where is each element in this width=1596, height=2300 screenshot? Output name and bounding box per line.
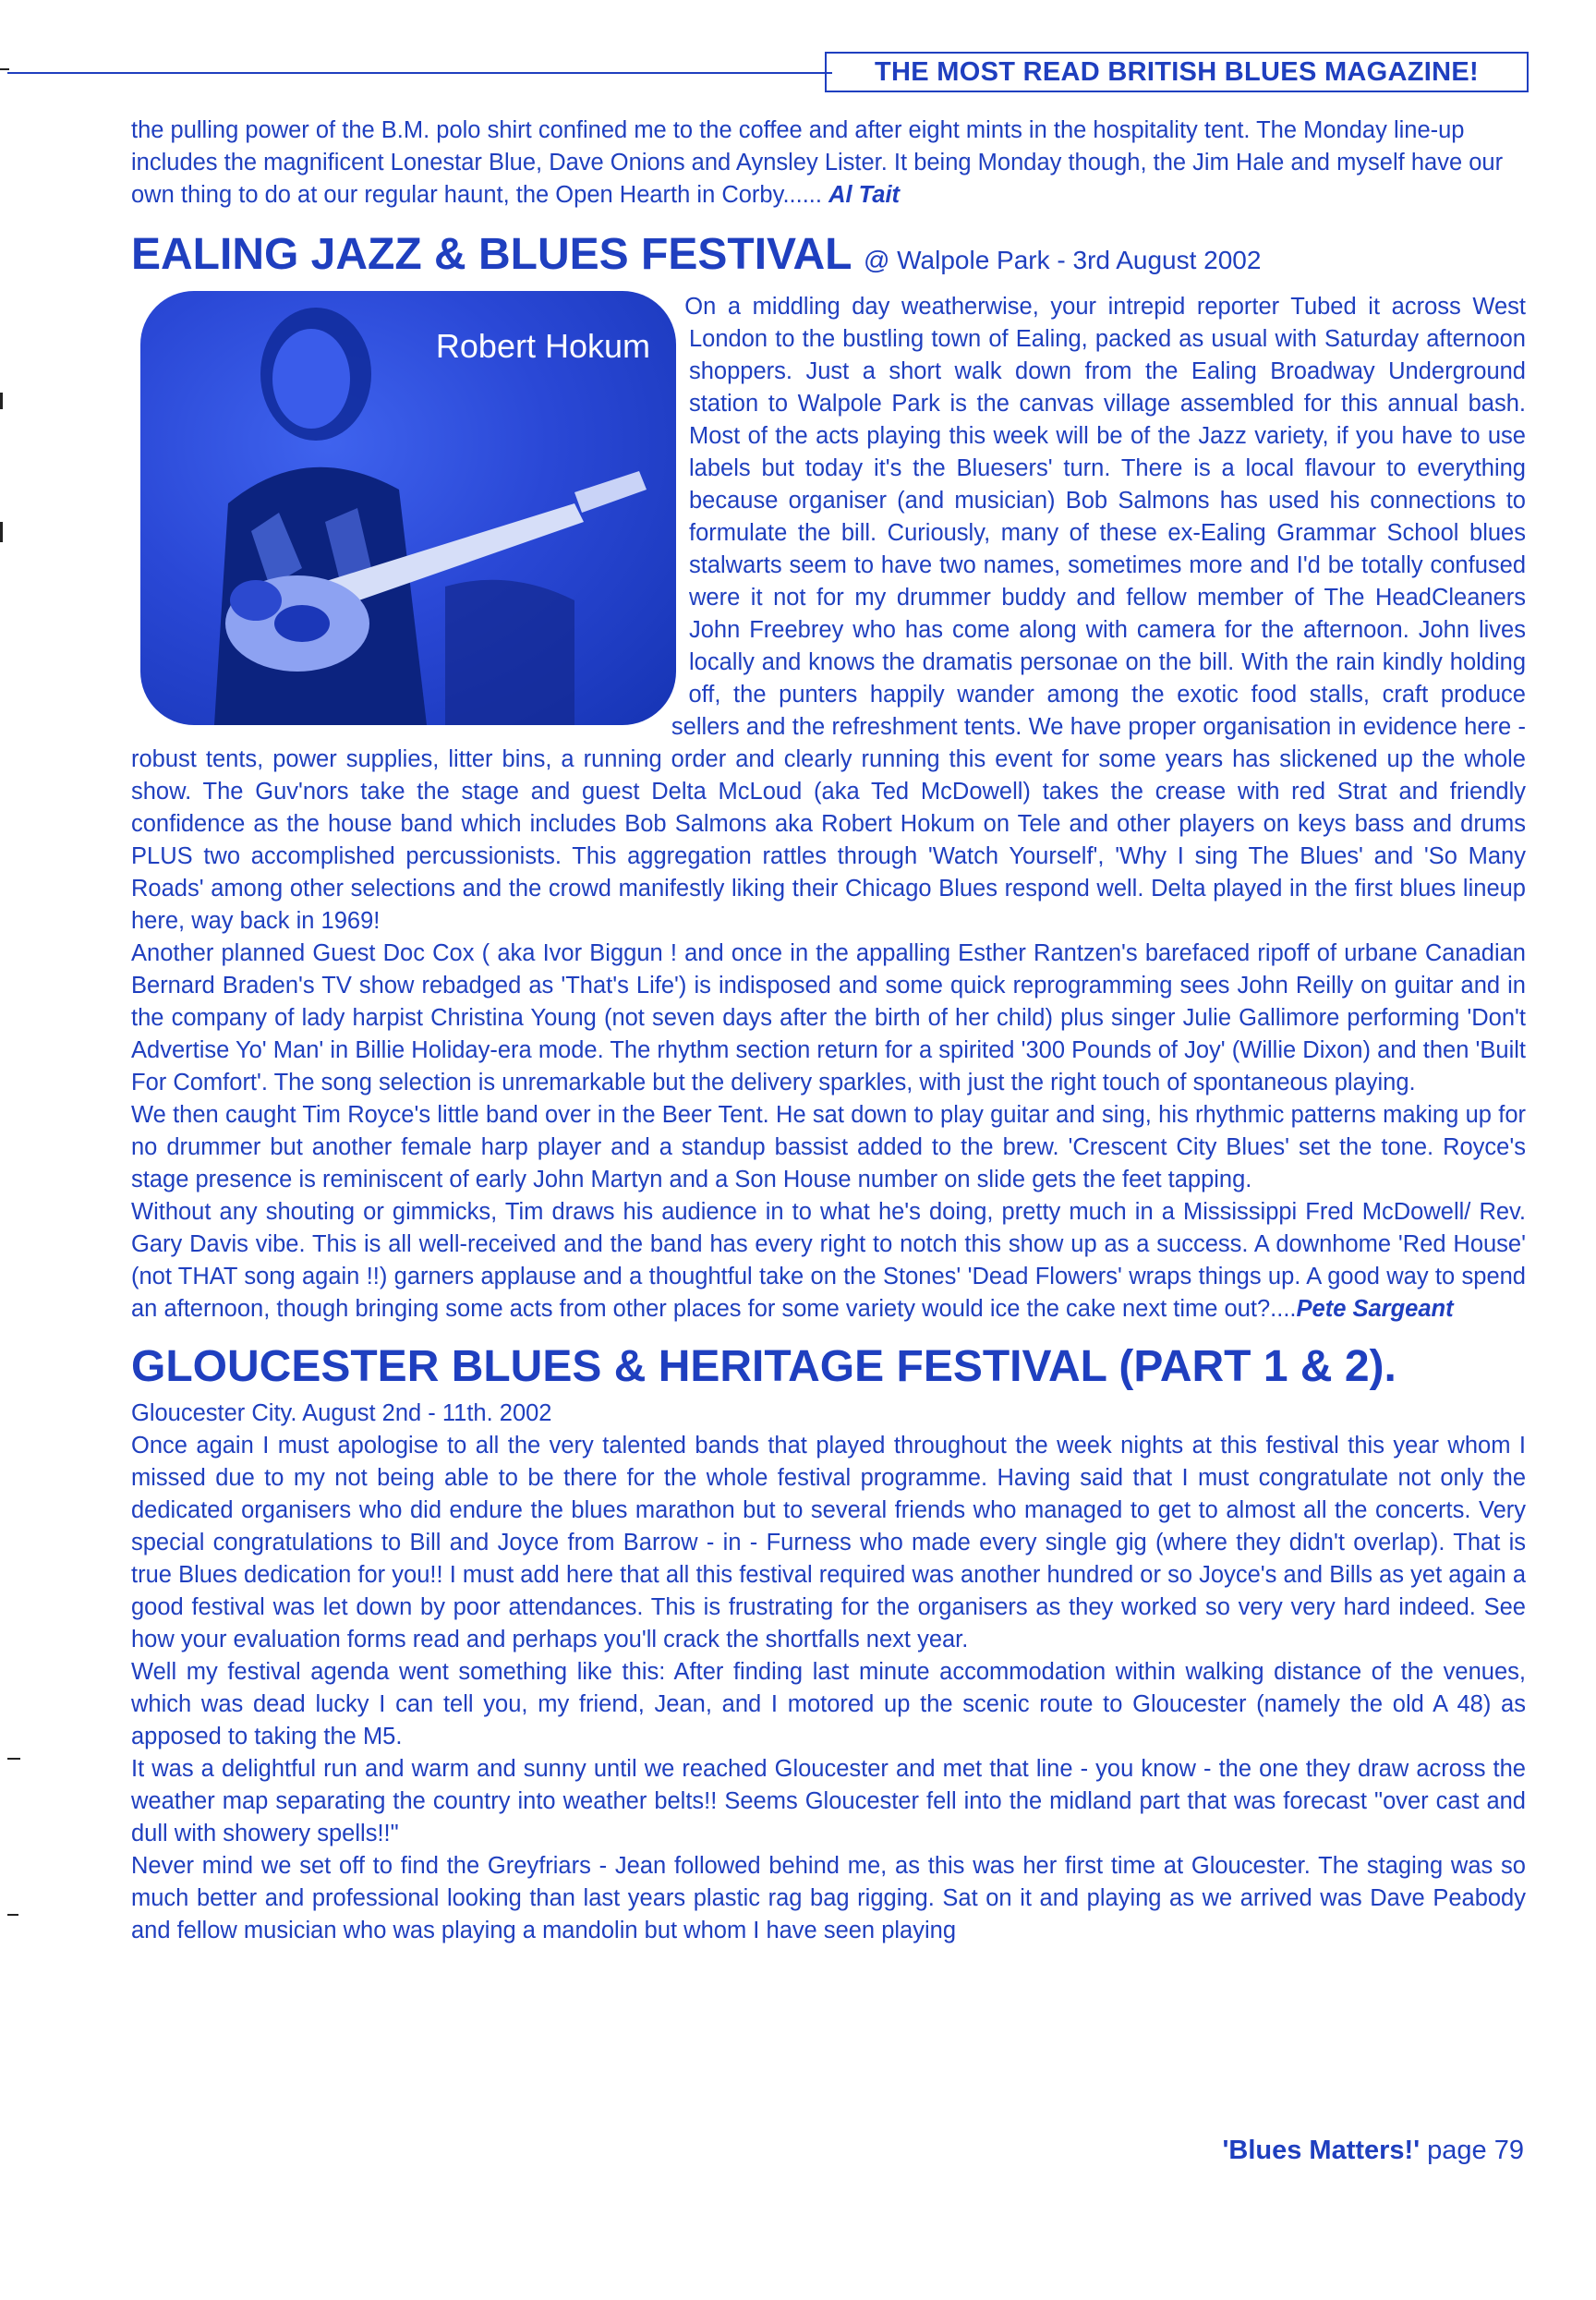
ealing-paragraph-2: Another planned Guest Doc Cox ( aka Ivor Biggun ! and once in the appalling Esther Rantzen's barefaced ripoff of urbane Canadian Bernard Braden's TV show rebadged as 'That's Life') is indisposed and some quick reprogramming sees John Reilly on guitar and in the company of lady harpist Christina Young (not seven days after the birth of her child) plus singer Julie Gallimore performing 'Don't Advertise Yo' Man' in Billie Holiday-era mode. The rhythm section return for a spirited '300 Pounds of Joy' (Willie Dixon) and then 'Built For Comfort'. The song selection is unremarkable but the delivery sparkles, with just the right touch of spontaneous playing. (131, 940, 1526, 1096)
scan-mark (7, 1758, 20, 1760)
ealing-heading (131, 230, 1526, 285)
scan-mark (0, 522, 3, 542)
magazine-name: 'Blues Matters!' (1222, 2136, 1421, 2165)
margin-rule-tick (0, 68, 9, 70)
ealing-title: EALING JAZZ & BLUES FESTIVAL (131, 230, 852, 279)
article-body (131, 115, 1526, 1947)
gloucester-paragraph-2: Well my festival agenda went something like this: After finding last minute accommodation within walking distance of the venues, which was dead lucky I can tell you, my friend, Jean, and I motored up the scenic route to Gloucester (namely the old A 48) as apposed to taking the M5. (131, 1659, 1526, 1749)
gloucester-paragraph-1: Once again I must apologise to all the very talented bands that played throughout the week nights at this festival this year whom I missed due to my not being able to be there for the whole festival programme. Having said that I must congratulate not only the dedicated organisers who did endure the blues marathon but to several friends who managed to get to almost all the concerts. Very special congratulations to Bill and Joyce from Barrow - in - Furness who made every single gig (where they didn't overlap). That is true Blues dedication for you!! I must add here that all this festival required was another hundred or so Joyce's and Bills as yet again a good festival was let down by poor attendances. This is frustrating for the organisers as they worked so very very hard indeed. See how your evaluation forms read and perhaps you'll crack the shortfalls next year. (131, 1433, 1526, 1652)
gloucester-dateline: Gloucester City. August 2nd - 11th. 2002 (131, 1400, 552, 1426)
masthead-rule (7, 72, 832, 74)
masthead-banner (825, 52, 1529, 92)
ealing-signature: Pete Sargeant (1296, 1296, 1454, 1322)
ealing-paragraph-4 (131, 1196, 1526, 1326)
photo-caption: Robert Hokum (435, 327, 650, 365)
ealing-closing-text: Without any shouting or gimmicks, Tim draws his audience in to what he's doing, pretty much in a Mississippi Fred McDowell/ Rev. Gary Davis vibe. This is all well-received and the band has every right to notch this show up as a success. A downhome 'Red House' (not THAT song again !!) garners applause and a thoughtful take on the Stones' 'Dead Flowers' wraps things up. A good way to spend an afternoon, though bringing some acts from other places for some variety would ice the cake next time out?.... (131, 1199, 1526, 1322)
intro-paragraph (131, 115, 1526, 212)
robert-hokum-photo (140, 291, 676, 725)
scan-mark (7, 1914, 18, 1916)
gloucester-paragraph-3: It was a delightful run and warm and sunny until we reached Gloucester and met that line - you know - the one they draw across the weather map separating the country into weather belts!! Seems Gloucester fell into the midland part that was forecast "over cast and dull with showery spells!!" (131, 1756, 1526, 1846)
intro-signature: Al Tait (828, 182, 901, 208)
gloucester-title: GLOUCESTER BLUES & HERITAGE FESTIVAL (PART 1 & 2). (131, 1342, 1396, 1391)
ealing-subtitle: @ Walpole Park - 3rd August 2002 (863, 246, 1262, 274)
ealing-paragraph-3: We then caught Tim Royce's little band over in the Beer Tent. He sat down to play guitar and sing, his rhythmic patterns making up for no drummer but another female harp player and a standup bassist added to the brew. 'Crescent City Blues' set the tone. Royce's stage presence is reminiscent of early John Martyn and a Son House number on slide gets the feet tapping. (131, 1102, 1526, 1192)
gloucester-heading (131, 1342, 1526, 1392)
gloucester-paragraph-4: Never mind we set off to find the Greyfriars - Jean followed behind me, as this was her first time at Gloucester. The staging was so much better and professional looking than last years plastic rag bag rigging. Sat on it and playing as we arrived was Dave Peabody and fellow musician who was playing a mandolin but whom I have seen playing (131, 1853, 1526, 1943)
page-number: page 79 (1427, 2136, 1524, 2165)
ealing-paragraph-1: On a middling day weatherwise, your intrepid reporter Tubed it across West London to the bustling town of Ealing, packed as usual with Saturday afternoon shoppers. Just a short walk down from the Ealing Broadway Underground station to Walpole Park is the canvas village assembled for this annual bash. Most of the acts playing this week will be of the Jazz variety, if you have to use labels but today it's the Bluesers' turn. There is a local flavour to everything because organiser (and musician) Bob Salmons has used his connections to formulate the bill. Curiously, many of these ex-Ealing Grammar School blues stalwarts seem to have two names, sometimes more and I'd be totally confused were it not for my drummer buddy and fellow member of The HeadCleaners John Freebrey who has come along with camera for the afternoon. John lives locally and knows the dramatis personae on the bill. With the rain kindly holding off, the punters happily wander among the exotic food stalls, craft produce sellers and the refreshment tents. We have proper organisation in evidence here - robust tents, power supplies, litter bins, a running order and clearly running this event for some years has slickened up the whole show. The Guv'nors take the stage and guest Delta McLoud (aka Ted McDowell) takes the crease with red Strat and friendly confidence as the house band which includes Bob Salmons aka Robert Hokum on Tele and other players on keys bass and drums PLUS two accomplished percussionists. This aggregation rattles through 'Watch Yourself', 'Why I sing The Blues' and 'So Many Roads' among other selections and the crowd manifestly liking their Chicago Blues respond well. Delta played in the first blues lineup here, way back in 1969! (131, 294, 1526, 934)
scan-mark (0, 393, 3, 409)
page-footer (1222, 2136, 1524, 2166)
intro-text: the pulling power of the B.M. polo shirt confined me to the coffee and after eight mints in the hospitality tent. The Monday line-up includes the magnificent Lonestar Blue, Dave Onions and Aynsley Lister. It being Monday though, the Jim Hale and myself have our own thing to do at our regular haunt, the Open Hearth in Corby...... (131, 117, 1504, 208)
masthead-title: THE MOST READ BRITISH BLUES MAGAZINE! (875, 56, 1479, 87)
